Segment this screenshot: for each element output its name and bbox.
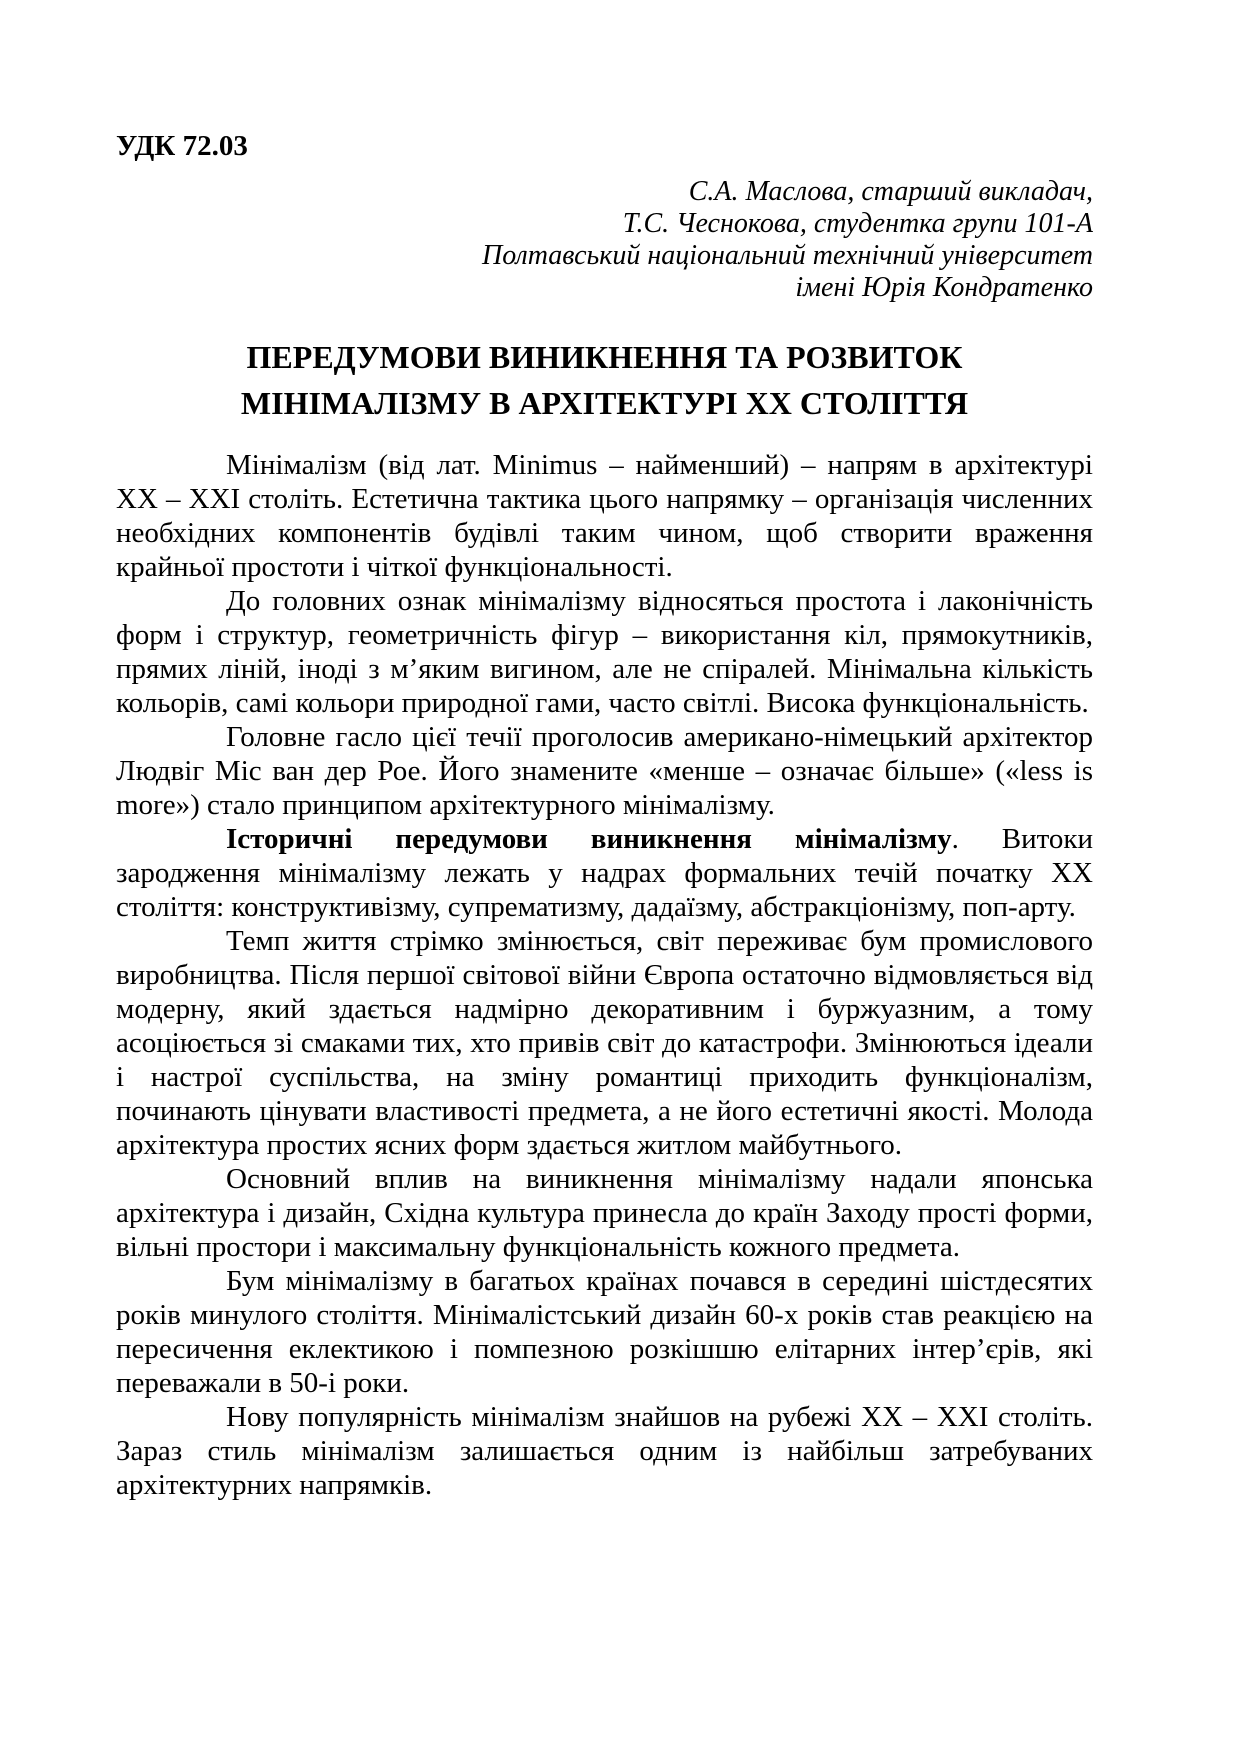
paper-title — [116, 334, 1093, 426]
paragraph-2 — [116, 584, 1093, 720]
author-line-1: С.А. Маслова, старший викладач, — [688, 176, 1093, 207]
paper-title-line-2: МІНІМАЛІЗМУ В АРХІТЕКТУРІ ХХ СТОЛІТТЯ — [240, 385, 969, 421]
paragraph-1-text: Мінімалізм (від лат. Minimus – найменший) – напрям в архітектурі ХХ – ХХІ століть. Естетична тактика цього напрямку – організація численних необхідних компонентів будівлі таким чином, щоб створити враження крайньої простоти і чіткої функціональності. — [116, 449, 1093, 583]
paragraph-8-text: Нову популярність мінімалізм знайшов на рубежі ХХ – ХХІ століть. Зараз стиль мінімалізм залишається одним із найбільш затребуваних архітектурних напрямків. — [116, 1401, 1093, 1501]
paragraph-6 — [116, 1162, 1093, 1264]
paragraph-6-text: Основний вплив на виникнення мінімалізму надали японська архітектура і дизайн, Східна культура принесла до країн Заходу прості форми, вільні простори і максимальну функціональність кожного предмета. — [116, 1163, 1093, 1263]
paragraph-8 — [116, 1400, 1093, 1502]
paper-title-line-1: ПЕРЕДУМОВИ ВИНИКНЕННЯ ТА РОЗВИТОК — [246, 339, 963, 375]
author-affiliation-line-1: Полтавський національний технічний університет — [482, 240, 1093, 271]
paragraph-4 — [116, 822, 1093, 924]
paragraph-2-text: До головних ознак мінімалізму відносяться простота і лаконічність форм і структур, геометричність фігур – використання кіл, прямокутників, прямих ліній, іноді з м’яким вигином, але не спіралей. Мінімальна кількість кольорів, самі кольори природної гами, часто світлі. Висока функціональність. — [116, 585, 1093, 719]
paragraph-4-bold-lead: Історичні передумови виникнення мінімалізму — [226, 823, 952, 855]
udc-code: УДК 72.03 — [116, 130, 248, 162]
paragraph-3 — [116, 720, 1093, 822]
paragraph-3-text: Головне гасло цієї течії проголосив американо-німецький архітектор Людвіг Міс ван дер Рое. Його знамените «менше – означає більше» («less is more») стало принципом архітектурного мінімалізму. — [116, 721, 1093, 821]
author-affiliation-line-2: імені Юрія Кондратенко — [795, 272, 1093, 303]
paragraph-4-text: . Витоки зародження мінімалізму лежать у надрах формальних течій початку ХХ століття: конструктивізму, супрематизму, дадаїзму, абстракціонізму, поп-арту. — [116, 823, 1093, 923]
article-body — [116, 448, 1093, 1502]
author-line-2: Т.С. Чеснокова, студентка групи 101-А — [622, 208, 1093, 239]
paragraph-5-text: Темп життя стрімко змінюється, світ переживає бум промислового виробництва. Після першої світової війни Європа остаточно відмовляється від модерну, який здається надмірно декоративним і буржуазним, а тому асоціюється зі смаками тих, хто привів світ до катастрофи. Змінюються ідеали і настрої суспільства, на зміну романтиці приходить функціоналізм, починають цінувати властивості предмета, а не його естетичні якості. Молода архітектура простих ясних форм здається житлом майбутнього. — [116, 925, 1093, 1161]
author-block — [116, 176, 1093, 304]
paragraph-5 — [116, 924, 1093, 1162]
paragraph-1 — [116, 448, 1093, 584]
paragraph-7 — [116, 1264, 1093, 1400]
paragraph-7-text: Бум мінімалізму в багатьох країнах почався в середині шістдесятих років минулого століття. Мінімалістський дизайн 60-х років став реакцією на пересичення еклектикою і помпезною розкішшю елітарних інтер’єрів, які переважали в 50-і роки. — [116, 1265, 1093, 1399]
